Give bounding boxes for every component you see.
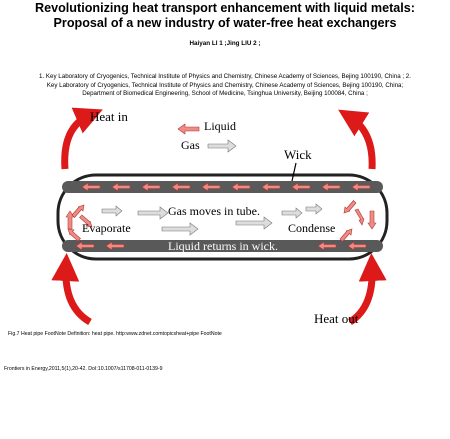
citation: Frontiers in Energy,2011,5(1),20-42. DoI:10.1007/s11708-011-0139-9 xyxy=(4,366,163,372)
paper-title xyxy=(0,1,450,31)
legend-liquid-label: Liquid xyxy=(204,119,236,133)
heat-pipe-figure xyxy=(50,107,395,337)
evaporate-label: Evaporate xyxy=(82,221,131,235)
affiliation-line-2: Key Laboratory of Cryogenics, Technical Institute of Physics and Chemistry, Chinese Academy of Sciences, Bejing 100190, China; xyxy=(46,81,404,89)
heat-in-right-arrow xyxy=(350,117,372,169)
title-line-2: Proposal of a new industry of water-free heat exchangers xyxy=(53,16,397,30)
heat-in-left-arrow xyxy=(65,115,90,169)
condense-label: Condense xyxy=(288,221,336,235)
title-line-1: Revolutionizing heat transport enhancement with liquid metals: xyxy=(35,1,415,15)
liquid-returns-label: Liquid returns in wick. xyxy=(168,239,278,253)
heat-out-left-arrow xyxy=(66,267,90,322)
gas-moves-label: Gas moves in tube. xyxy=(168,204,260,218)
affiliation-line-3: Department of Biomedical Engineering, School of Medicine, Tsinghua University, Beijing 100084, China ; xyxy=(82,90,368,98)
wick-label: Wick xyxy=(284,147,312,162)
legend-gas-label: Gas xyxy=(181,138,200,152)
affiliation-line-1: 1. Key Laboratory of Cryogenics, Technical Institute of Physics and Chemistry, Chinese Academy of Sciences, Bejing 100190, China ; 2. xyxy=(39,73,411,80)
legend-liquid-arrow xyxy=(178,124,199,134)
heat-out-label: Heat out xyxy=(314,311,359,326)
affiliations xyxy=(3,73,447,99)
figure-caption: Fig.7 Heat pipe FootNote Definition: heat pipe. http:www.zdnet.comtopicsheat+pipe FootNote xyxy=(8,331,222,337)
heat-in-label: Heat in xyxy=(90,109,128,124)
authors: Haiyan LI 1 ;Jing LIU 2 ; xyxy=(189,40,261,47)
legend-gas-arrow xyxy=(208,140,236,152)
